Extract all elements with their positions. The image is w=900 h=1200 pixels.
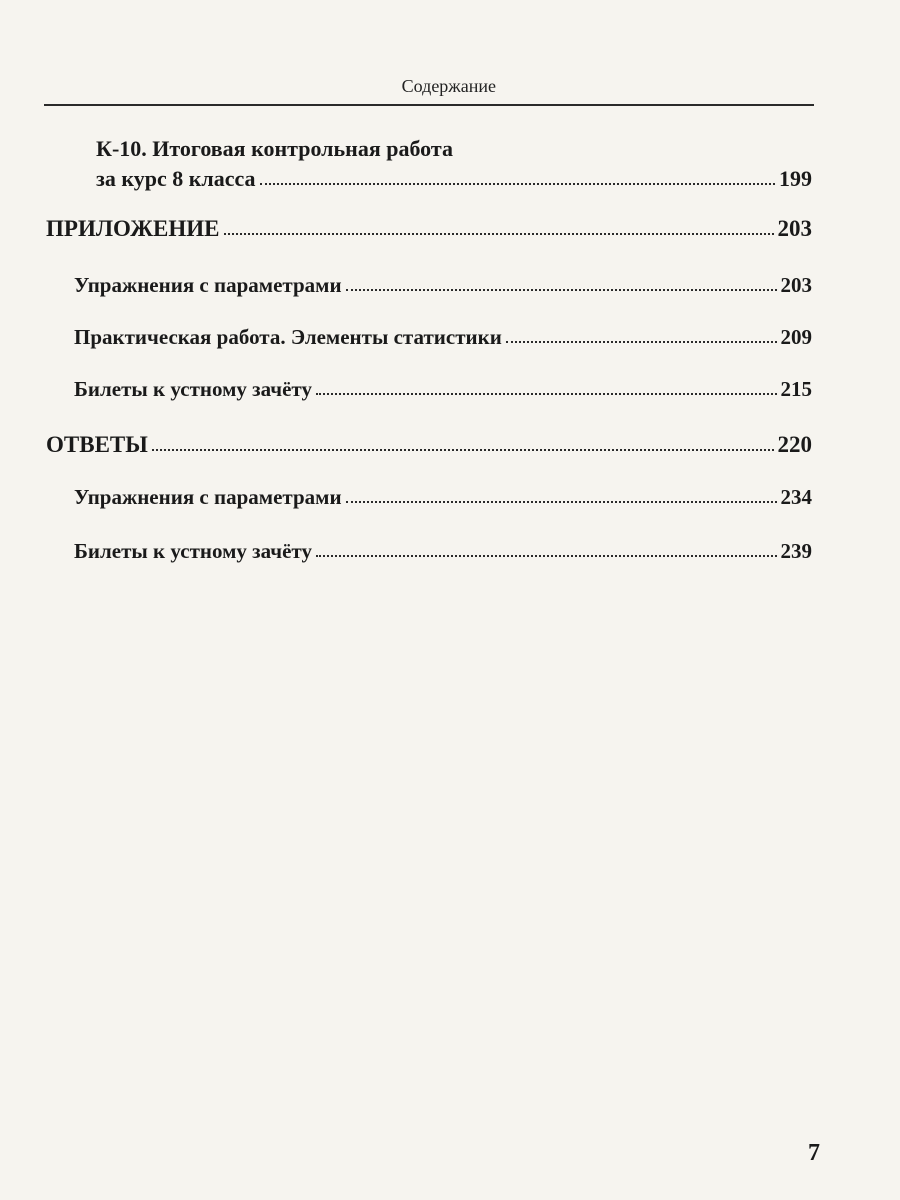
page-header [44, 72, 814, 106]
toc-page-number: 209 [780, 325, 812, 349]
toc-entry-title: Практическая работа. Элементы статистики [74, 325, 502, 349]
toc-entry-title: Упражнения с параметрами [74, 485, 342, 509]
toc-page-number: 199 [779, 166, 812, 191]
toc-entry-appendix-2 [74, 320, 812, 350]
toc-page-number: 234 [780, 485, 812, 509]
header-title: Содержание [401, 76, 496, 96]
leader-dots [506, 341, 777, 343]
toc-entry-title: за курс 8 класса [96, 166, 256, 191]
leader-dots [316, 393, 777, 395]
toc-entry-appendix-1 [74, 268, 812, 298]
page-number: 7 [808, 1140, 820, 1166]
toc-entry-k10-line1: К-10. Итоговая контрольная работа [96, 136, 453, 161]
toc-entry-title: Билеты к устному зачёту [74, 377, 312, 401]
toc-section-answers [46, 428, 812, 458]
toc-section-title: ПРИЛОЖЕНИЕ [46, 216, 220, 241]
leader-dots [260, 183, 775, 185]
toc-entry-title: Упражнения с параметрами [74, 273, 342, 297]
leader-dots [346, 289, 777, 291]
leader-dots [316, 555, 777, 557]
toc-page-number: 203 [777, 216, 812, 241]
leader-dots [346, 501, 777, 503]
toc-entry-answers-1 [74, 480, 812, 510]
toc-entry-title: Билеты к устному зачёту [74, 539, 312, 563]
toc-entry-appendix-3 [74, 372, 812, 402]
toc-page-number: 220 [777, 432, 812, 457]
toc-page-number: 215 [780, 377, 812, 401]
toc-section-appendix [46, 212, 812, 242]
toc-page-number: 203 [780, 273, 812, 297]
toc-entry-k10 [96, 162, 812, 192]
toc-section-title: ОТВЕТЫ [46, 432, 148, 457]
leader-dots [224, 233, 774, 235]
leader-dots [152, 449, 774, 451]
toc-entry-answers-2 [74, 534, 812, 564]
toc-page-number: 239 [780, 539, 812, 563]
